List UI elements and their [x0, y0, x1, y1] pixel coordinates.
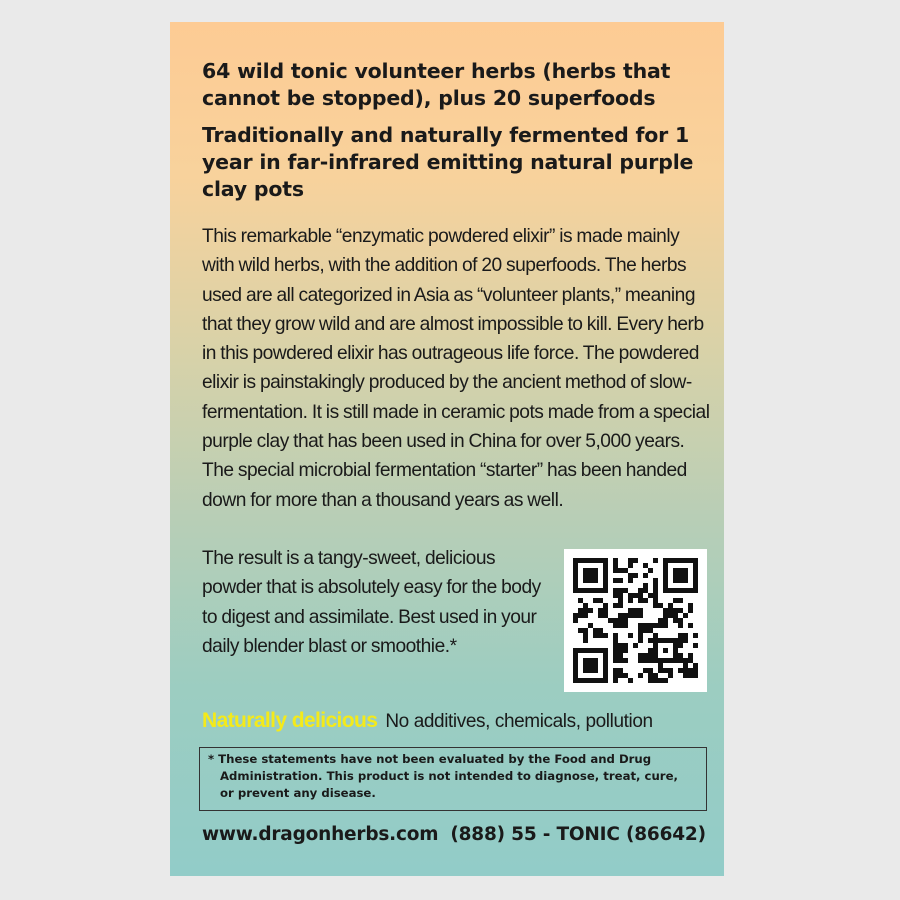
disclaimer-line-1: * These statements have not been evaluated by the Food and Drug — [208, 752, 652, 766]
phone-number: (888) 55 - TONIC (86642) — [450, 824, 706, 845]
website-link[interactable]: www.dragonherbs.com — [202, 824, 439, 845]
contact-footer — [202, 822, 714, 848]
disclaimer-line-3: or prevent any disease. — [220, 786, 376, 800]
qr-code-icon[interactable] — [564, 549, 707, 692]
disclaimer-line-2: Administration. This product is not intended to diagnose, treat, cure, — [220, 769, 678, 783]
tagline — [202, 708, 712, 735]
tagline-rest: No additives, chemicals, pollution — [385, 711, 653, 732]
description-text: This remarkable “enzymatic powdered elixir” is made mainly with wild herbs, with the addition of 20 superfoods. The herbs used are all categorized in Asia as “volunteer plants,” meaning that they grow wild and are almost impossible to kill. Every herb in this powdered elixir has outrageous life force. The powdered elixir is painstakingly produced by the ancient method of slow-fermentation. It is still made in ceramic pots made from a special purple clay that has been used in China for over 5,000 years. The special microbial fermentation “starter” has been handed down for more than a thousand years as well. — [202, 226, 710, 511]
result-text: The result is a tangy-sweet, delicious powder that is absolutely easy for the body to digest and assimilate. Best used in your daily blender blast or smoothie.* — [202, 548, 541, 657]
fda-disclaimer — [199, 747, 707, 811]
heading-fermentation: Traditionally and naturally fermented for 1 year in far-infrared emitting natural purple clay pots — [202, 123, 694, 201]
heading-herbs: 64 wild tonic volunteer herbs (herbs that cannot be stopped), plus 20 superfoods — [202, 59, 671, 110]
tagline-highlight: Naturally delicious — [202, 709, 378, 732]
product-label — [170, 22, 724, 876]
